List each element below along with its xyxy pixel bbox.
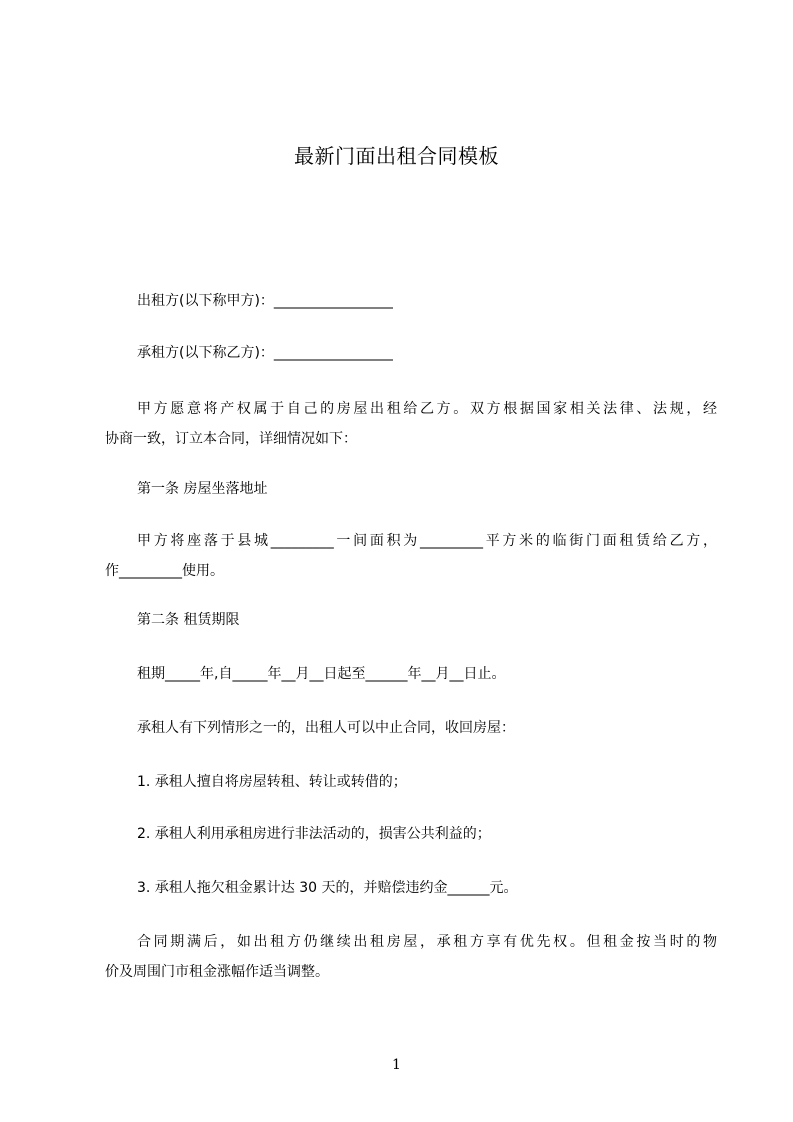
condition-item: 2. 承租人利用承租房进行非法活动的，损害公共利益的； [137, 826, 491, 842]
page-number: 1 [392, 1057, 401, 1073]
renewal-line-1: 合同期满后，如出租方仍继续出租房屋，承租方享有优先权。但租金按当时的物 [137, 934, 717, 950]
condition-item: 1. 承租人擅自将房屋转租、转让或转借的； [137, 774, 407, 790]
intro-line-1: 甲方愿意将产权属于自己的房屋出租给乙方。双方根据国家相关法律、法规，经 [137, 401, 717, 417]
intro-paragraph [105, 394, 717, 454]
intro-line-2: 协商一致，订立本合同，详细情况如下： [105, 431, 357, 447]
page-title: 最新门面出租合同模板 [294, 144, 499, 168]
article-1-paragraph [105, 526, 717, 586]
condition-item: 3. 承租人拖欠租金累计达 30 天的，并赔偿违约金______元。 [137, 880, 518, 896]
lessor-line: 出租方(以下称甲方)：_________________ [137, 293, 393, 309]
article-1-line-2: 作_________使用。 [105, 563, 224, 579]
renewal-line-2: 价及周围门市租金涨幅作适当调整。 [105, 964, 329, 980]
lessee-line: 承租方(以下称乙方)：_________________ [137, 345, 393, 361]
lease-term-line: 租期_____年,自_____年__月__日起至______年__月__日止。 [137, 666, 506, 682]
renewal-paragraph [105, 927, 717, 987]
termination-intro: 承租人有下列情形之一的，出租人可以中止合同，收回房屋： [137, 720, 515, 736]
article-1-heading: 第一条 房屋坐落地址 [137, 481, 268, 497]
article-1-line-1: 甲方将座落于县城_________一间面积为_________平方米的临街门面租赁给乙方， [137, 533, 717, 549]
article-2-heading: 第二条 租赁期限 [137, 612, 240, 628]
